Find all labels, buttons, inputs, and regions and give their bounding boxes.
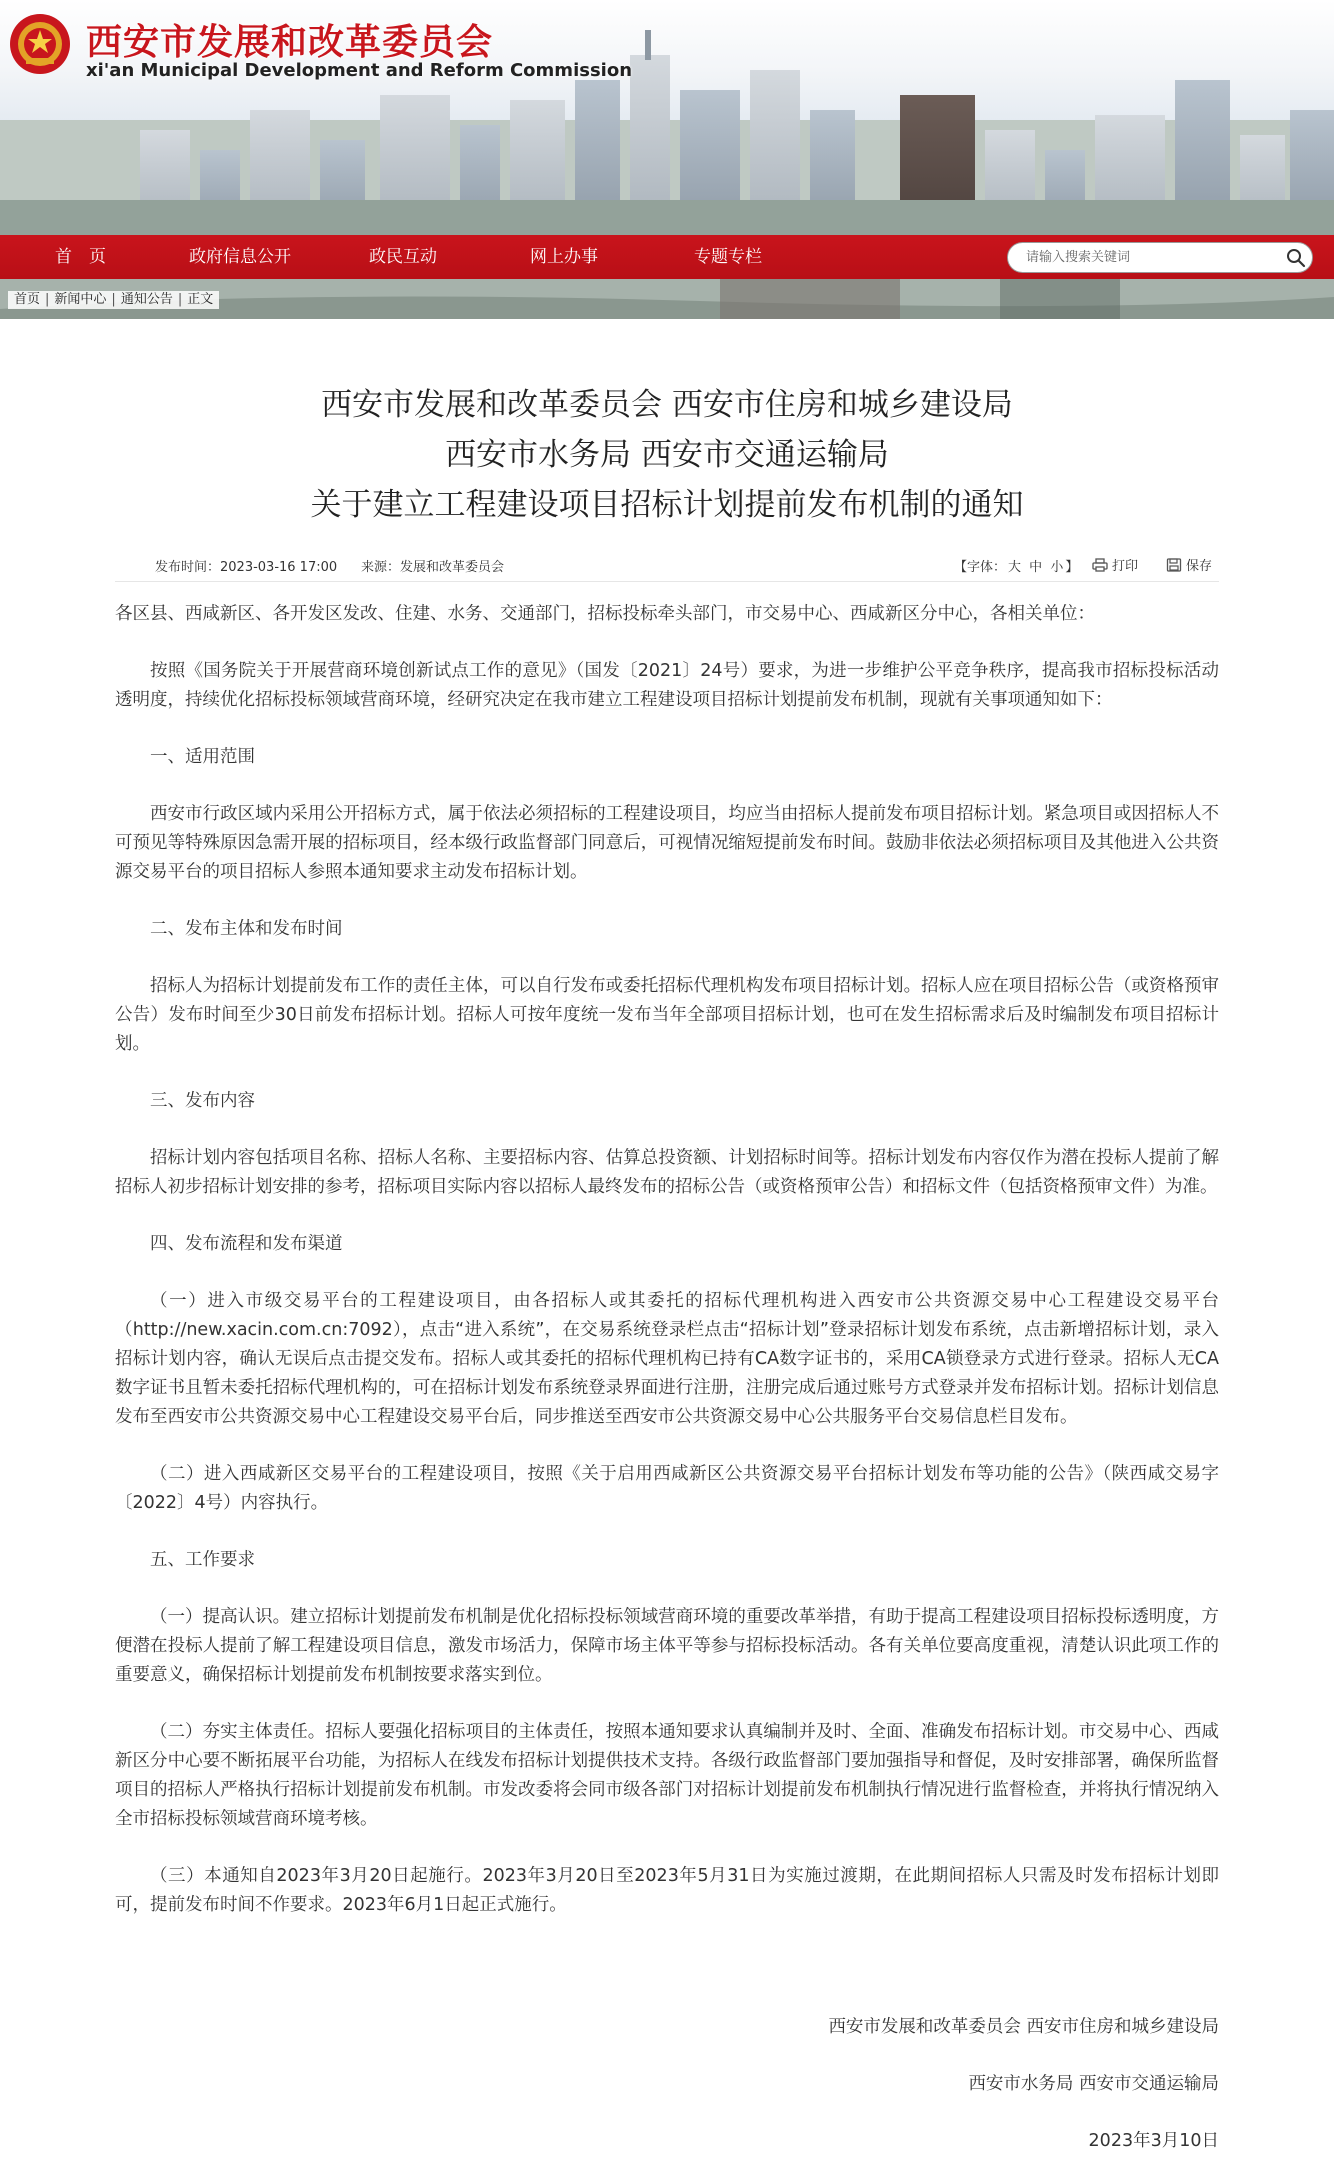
font-size-large-button[interactable]: 大: [1008, 560, 1022, 575]
search-input[interactable]: [1026, 243, 1276, 272]
save-icon: [1166, 558, 1182, 572]
nav-gov-info-disclosure[interactable]: 政府信息公开: [189, 247, 291, 267]
article-meta-bar: [115, 546, 1219, 582]
signature-line: 西安市发展和改革委员会 西安市住房和城乡建设局: [828, 2017, 1219, 2037]
save-label: 保存: [1186, 559, 1213, 574]
section-heading: 四、发布流程和发布渠道: [150, 1234, 343, 1254]
print-label: 打印: [1112, 559, 1139, 574]
body-paragraph: 按照《国务院关于开展营商环境创新试点工作的意见》（国发〔2021〕24号）要求，为进一步维护公平竞争秩序，提高我市招标投标活动透明度，持续优化招标投标领域营商环境，经研究决定在我市建立工程建设项目招标计划提前发布机制，现就有关事项通知如下：: [115, 661, 1219, 710]
body-paragraph: （二）进入西咸新区交易平台的工程建设项目，按照《关于启用西咸新区公共资源交易平台招标计划发布等功能的公告》（陕西咸交易字〔2022〕4号）内容执行。: [115, 1464, 1219, 1513]
font-size-small-button[interactable]: 小: [1050, 560, 1064, 575]
font-size-suffix: 】: [1065, 560, 1079, 575]
nav-home[interactable]: 首 页: [55, 247, 106, 267]
signature-line: 西安市水务局 西安市交通运输局: [968, 2074, 1219, 2094]
search-box: [1007, 242, 1313, 273]
article-body: [115, 600, 1219, 1948]
font-size-control: [954, 556, 1078, 575]
font-size-prefix: 【字体：: [954, 560, 1007, 575]
breadcrumb-notices[interactable]: 通知公告: [120, 292, 173, 307]
printer-icon: [1092, 558, 1108, 572]
site-title: 西安市发展和改革委员会: [86, 22, 494, 63]
signature-block: [828, 2013, 1219, 2181]
section-heading: 二、发布主体和发布时间: [150, 919, 343, 939]
article-title-line: 西安市发展和改革委员会 西安市住房和城乡建设局: [321, 387, 1013, 423]
breadcrumb-separator: |: [177, 292, 183, 307]
breadcrumb: [8, 291, 219, 309]
print-button[interactable]: [1092, 555, 1138, 574]
signature-date: 2023年3月10日: [1088, 2131, 1219, 2151]
site-header-banner: [0, 0, 1334, 235]
breadcrumb-separator: |: [111, 292, 116, 307]
body-paragraph: （二）夯实主体责任。招标人要强化招标项目的主体责任，按照本通知要求认真编制并及时、全面、准确发布招标计划。市交易中心、西咸新区分中心要不断拓展平台功能，为招标人在线发布招标计划提供技术支持。各级行政监督部门要加强指导和督促，及时安排部署，确保所监督项目的招标人严格执行招标计划提前发布机制。市发改委将会同市级各部门对招标计划提前发布机制执行情况进行监督检查，并将执行情况纳入全市招标投标领域营商环境考核。: [115, 1722, 1219, 1829]
body-paragraph: （一）提高认识。建立招标计划提前发布机制是优化招标投标领域营商环境的重要改革举措，有助于提高工程建设项目招标投标透明度，方便潜在投标人提前了解工程建设项目信息，激发市场活力，保障市场主体平等参与招标投标活动。各有关单位要高度重视，清楚认识此项工作的重要意义，确保招标计划提前发布机制按要求落实到位。: [115, 1607, 1219, 1685]
site-title-english: xi'an Municipal Development and Reform Commission: [86, 60, 633, 81]
font-size-medium-button[interactable]: 中: [1029, 560, 1043, 575]
breadcrumb-current: 正文: [187, 292, 214, 307]
publish-date: 发布时间：2023-03-16 17:00: [155, 560, 338, 575]
save-button[interactable]: [1166, 555, 1212, 574]
nav-special-topics[interactable]: 专题专栏: [694, 247, 762, 267]
section-heading: 一、适用范围: [150, 747, 255, 767]
body-paragraph: （三）本通知自2023年3月20日起施行。2023年3月20日至2023年5月31日为实施过渡期，在此期间招标人只需及时发布招标计划即可，提前发布时间不作要求。2023年6月1日起正式施行。: [115, 1866, 1219, 1915]
breadcrumb-separator: |: [45, 292, 50, 307]
body-paragraph: （一）进入市级交易平台的工程建设项目，由各招标人或其委托的招标代理机构进入西安市公共资源交易中心工程建设交易平台（http://new.xacin.com.cn:7092），点击“进入系统”，在交易系统登录栏点击“招标计划”登录招标计划发布系统，点击新增招标计划，录入招标计划内容，确认无误后点击提交发布。招标人或其委托的招标代理机构已持有CA数字证书的，采用CA锁登录方式进行登录。招标人无CA数字证书且暂未委托招标代理机构的，可在招标计划发布系统登录界面进行注册，注册完成后通过账号方式登录并发布招标计划。招标计划信息发布至西安市公共资源交易中心工程建设交易平台后，同步推送至西安市公共资源交易中心公共服务平台交易信息栏目发布。: [115, 1291, 1219, 1427]
main-navigation: [0, 235, 1334, 279]
article-title-line: 西安市水务局 西安市交通运输局: [445, 437, 889, 473]
article-title-line: 关于建立工程建设项目招标计划提前发布机制的通知: [310, 487, 1024, 523]
search-icon[interactable]: [1286, 248, 1306, 268]
breadcrumb-news-center[interactable]: 新闻中心: [54, 292, 107, 307]
body-paragraph: 招标计划内容包括项目名称、招标人名称、主要招标内容、估算总投资额、计划招标时间等。招标计划发布内容仅作为潜在投标人提前了解招标人初步招标计划安排的参考，招标项目实际内容以招标人最终发布的招标公告（或资格预审公告）和招标文件（包括资格预审文件）为准。: [115, 1148, 1219, 1197]
article-title: [0, 380, 1334, 530]
nav-public-interaction[interactable]: 政民互动: [369, 247, 437, 267]
article-source: 来源：发展和改革委员会: [361, 560, 505, 575]
national-emblem-icon: [8, 12, 72, 76]
addressee-paragraph: 各区县、西咸新区、各开发区发改、住建、水务、交通部门，招标投标牵头部门，市交易中心、西咸新区分中心，各相关单位：: [115, 604, 1095, 624]
body-paragraph: 招标人为招标计划提前发布工作的责任主体，可以自行发布或委托招标代理机构发布项目招标计划。招标人应在项目招标公告（或资格预审公告）发布时间至少30日前发布招标计划。招标人可按年度统一发布当年全部项目招标计划，也可在发生招标需求后及时编制发布项目招标计划。: [115, 976, 1219, 1054]
section-heading: 三、发布内容: [150, 1091, 255, 1111]
section-heading: 五、工作要求: [150, 1550, 255, 1570]
nav-online-services[interactable]: 网上办事: [530, 247, 598, 267]
breadcrumb-home[interactable]: 首页: [14, 292, 41, 307]
body-paragraph: 西安市行政区域内采用公开招标方式，属于依法必须招标的工程建设项目，均应当由招标人提前发布项目招标计划。紧急项目或因招标人不可预见等特殊原因急需开展的招标项目，经本级行政监督部门同意后，可视情况缩短提前发布时间。鼓励非依法必须招标项目及其他进入公共资源交易平台的项目招标人参照本通知要求主动发布招标计划。: [115, 804, 1219, 882]
